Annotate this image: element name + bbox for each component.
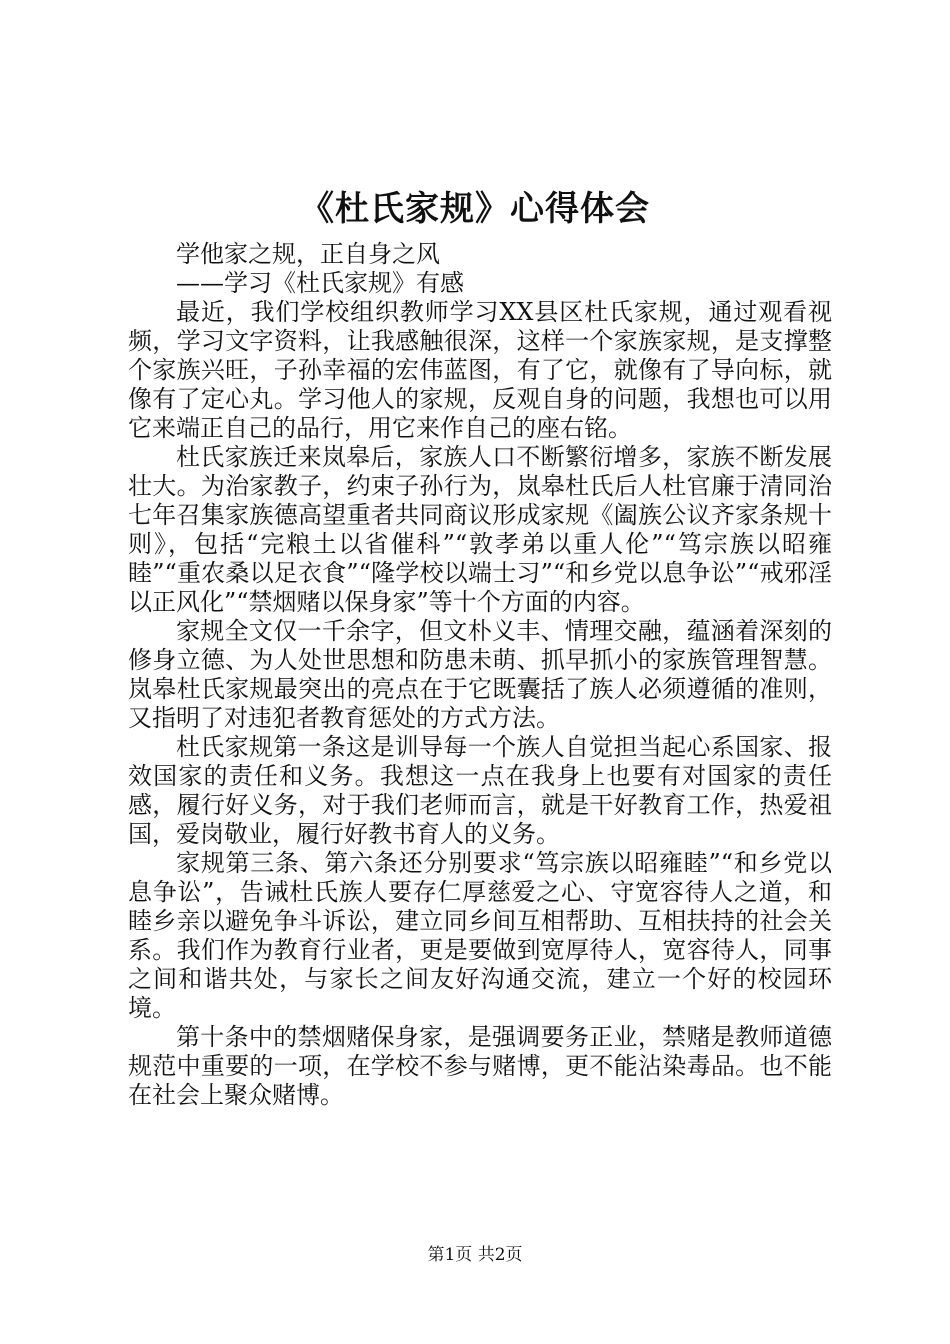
subtitle-line-2: ——学习《杜氏家规》有感 bbox=[176, 269, 464, 297]
body-paragraph: 家规全文仅一千余字，但文朴义丰、情理交融，蕴涵着深刻的修身立德、为人处世思想和防患未萌、抓早抓小的家族管理智慧。岚皋杜氏家规最突出的亮点在于它既囊括了族人必须遵循的准则，又指明了对违犯者教育惩处的方式方法。 bbox=[128, 617, 832, 732]
body-paragraph: 家规第三条、第六条还分别要求“笃宗族以昭雍睦”“和乡党以息争讼”，告诫杜氏族人要存仁厚慈爱之心、守宽容待人之道，和睦乡亲以避免争斗诉讼，建立同乡间互相帮助、互相扶持的社会关系。我们作为教育行业者，更是要做到宽厚待人，宽容待人，同事之间和谐共处，与家长之间友好沟通交流，建立一个好的校园环境。 bbox=[128, 849, 832, 1022]
body-paragraph: 第十条中的禁烟赌保身家，是强调要务正业，禁赌是教师道德规范中重要的一项，在学校不参与赌博，更不能沾染毒品。也不能在社会上聚众赌博。 bbox=[128, 1023, 832, 1109]
body-paragraph: 杜氏家族迁来岚皋后，家族人口不断繁衍增多，家族不断发展壮大。为治家教子，约束子孙行为，岚皋杜氏后人杜官廉于清同治七年召集家族德高望重者共同商议形成家规《阖族公议齐家条规十则》，包括“完粮土以省催科”“敦孝弟以重人伦”“笃宗族以昭雍睦”“重农桑以足衣食”“隆学校以端士习”“和乡党以息争讼”“戒邪淫以正风化”“禁烟赌以保身家”等十个方面的内容。 bbox=[128, 443, 832, 616]
document-title: 《杜氏家规》心得体会 bbox=[300, 189, 650, 229]
document-body bbox=[128, 240, 832, 1110]
page-footer: 第1页 共2页 bbox=[427, 1245, 523, 1265]
body-paragraph: 杜氏家规第一条这是训导每一个族人自觉担当起心系国家、报效国家的责任和义务。我想这一点在我身上也要有对国家的责任感，履行好义务，对于我们老师而言，就是干好教育工作，热爱祖国，爱岗敬业，履行好教书育人的义务。 bbox=[128, 733, 832, 848]
body-paragraph: 最近，我们学校组织教师学习XX县区杜氏家规，通过观看视频，学习文字资料，让我感触很深，这样一个家族家规，是支撑整个家族兴旺，子孙幸福的宏伟蓝图，有了它，就像有了导向标，就像有了定心丸。学习他人的家规，反观自身的问题，我想也可以用它来端正自己的品行，用它来作自己的座右铭。 bbox=[128, 298, 832, 442]
subtitle-line: 学他家之规，正自身之风 bbox=[176, 240, 440, 268]
